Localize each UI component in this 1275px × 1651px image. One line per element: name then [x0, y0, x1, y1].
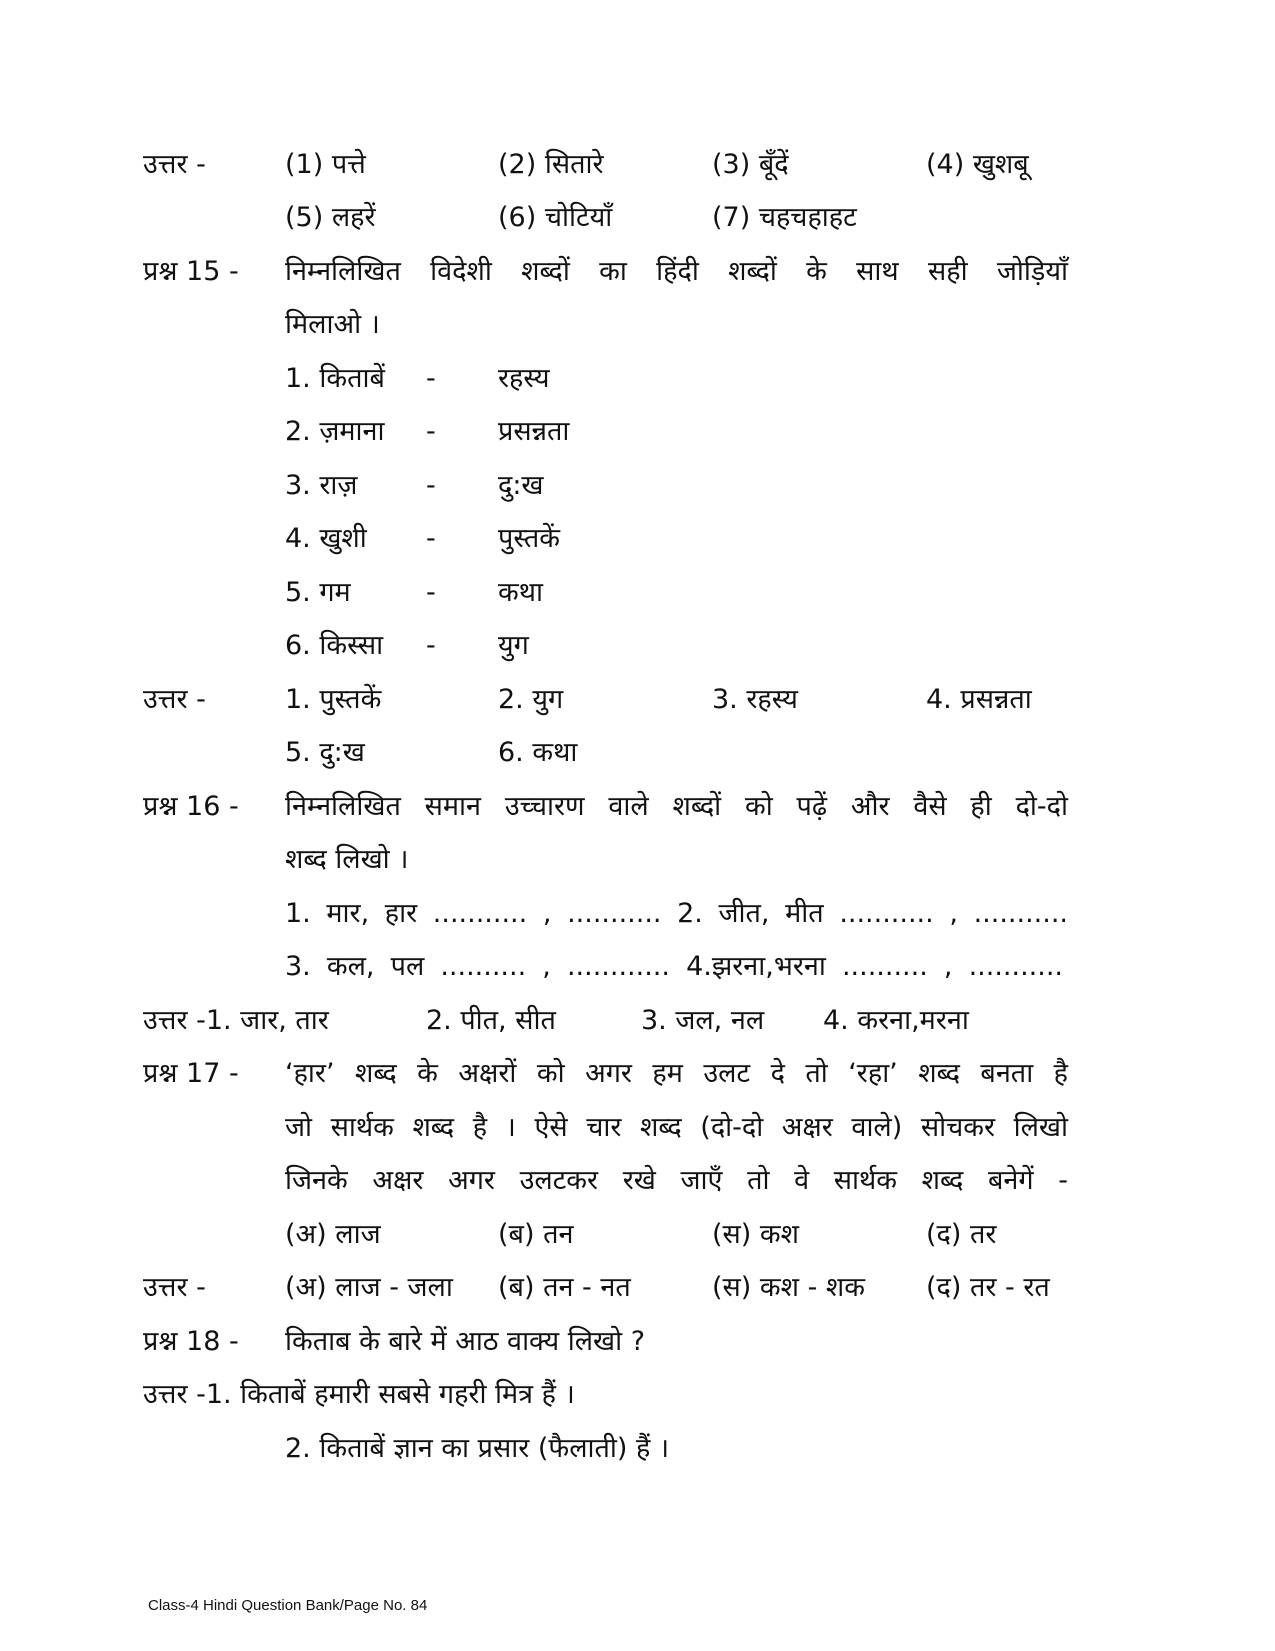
answer-item: (2) सितारे [498, 149, 604, 180]
answer-item: 2. युग [498, 684, 564, 715]
page-footer: Class-4 Hindi Question Bank/Page No. 84 [148, 1597, 428, 1614]
question-label: प्रश्न 18 - [143, 1326, 239, 1357]
match-left: 5. गम [285, 577, 351, 608]
match-left: 4. खुशी [285, 523, 367, 554]
answer-item: (4) खुशबू [926, 149, 1029, 180]
question-text: मिलाओ । [285, 309, 380, 340]
answer-item: (1) पत्ते [285, 149, 366, 180]
match-dash: - [426, 523, 436, 554]
question-text: निम्नलिखित विदेशी शब्दों का हिंदी शब्दों के साथ सही जोड़ियाँ [285, 256, 1068, 287]
question-text: निम्नलिखित समान उच्चारण वाले शब्दों को पढ़ें और वैसे ही दो-दो [285, 791, 1068, 822]
question-label: प्रश्न 15 - [143, 256, 239, 287]
match-dash: - [426, 363, 436, 394]
exercise-text: 1. मार, हार ........... , ........... 2. जीत, मीत ........... , ........... [285, 898, 1068, 929]
question-text: किताब के बारे में आठ वाक्य लिखो ? [285, 1326, 646, 1357]
answer-item: 6. कथा [498, 737, 578, 768]
answer-item: 2. किताबें ज्ञान का प्रसार (फैलाती) हैं । [285, 1433, 670, 1464]
match-left: 2. ज़माना [285, 416, 385, 447]
answer-item: (5) लहरें [285, 202, 376, 233]
match-dash: - [426, 470, 436, 501]
match-right: रहस्य [498, 363, 550, 394]
answer-label: उत्तर - [143, 149, 206, 180]
question-text: जिनके अक्षर अगर उलटकर रखे जाएँ तो वे सार्थक शब्द बनेगें - [285, 1165, 1068, 1196]
match-right: प्रसन्नता [498, 416, 570, 447]
match-right: पुस्तकें [498, 523, 560, 554]
question-text: शब्द लिखो । [285, 844, 409, 875]
match-right: कथा [498, 577, 543, 608]
answer-item: 5. दु:ख [285, 737, 365, 768]
question-label: प्रश्न 16 - [143, 791, 239, 822]
match-dash: - [426, 630, 436, 661]
answer-item: उत्तर -1. किताबें हमारी सबसे गहरी मित्र हैं । [143, 1379, 575, 1410]
answer-item: 4. प्रसन्नता [926, 684, 1032, 715]
question-text: ‘हार’ शब्द के अक्षरों को अगर हम उलट दे तो ‘रहा’ शब्द बनता है [285, 1058, 1068, 1089]
option-item: (द) तर [926, 1219, 997, 1250]
match-left: 6. किस्सा [285, 630, 384, 661]
answer-label: उत्तर - [143, 1272, 206, 1303]
match-left: 1. किताबें [285, 363, 385, 394]
answer-item: (6) चोटियाँ [498, 202, 613, 233]
answer-item: (अ) लाज - जला [285, 1272, 453, 1303]
answer-item: 3. रहस्य [712, 684, 798, 715]
exercise-text: 3. कल, पल .......... , ............ 4.झरना,भरना .......... , ........... [285, 951, 1063, 982]
question-label: प्रश्न 17 - [143, 1058, 239, 1089]
match-right: युग [498, 630, 529, 661]
match-right: दु:ख [498, 470, 544, 501]
answer-item: (ब) तन - नत [498, 1272, 631, 1303]
match-dash: - [426, 577, 436, 608]
question-text: जो सार्थक शब्द है । ऐसे चार शब्द (दो-दो अक्षर वाले) सोचकर लिखो [285, 1112, 1068, 1143]
answer-item: (द) तर - रत [926, 1272, 1050, 1303]
answer-item: (3) बूँदें [712, 149, 789, 180]
answer-item: 3. जल, नल [641, 1005, 765, 1036]
answer-item: 1. पुस्तकें [285, 684, 382, 715]
match-left: 3. राज़ [285, 470, 358, 501]
answer-item: (स) कश - शक [712, 1272, 866, 1303]
match-dash: - [426, 416, 436, 447]
answer-item: 4. करना,मरना [823, 1005, 969, 1036]
answer-item: (7) चहचहाहट [712, 202, 857, 233]
option-item: (स) कश [712, 1219, 799, 1250]
answer-item: उत्तर -1. जार, तार [143, 1005, 329, 1036]
option-item: (ब) तन [498, 1219, 574, 1250]
option-item: (अ) लाज [285, 1219, 381, 1250]
answer-item: 2. पीत, सीत [426, 1005, 556, 1036]
answer-label: उत्तर - [143, 684, 206, 715]
